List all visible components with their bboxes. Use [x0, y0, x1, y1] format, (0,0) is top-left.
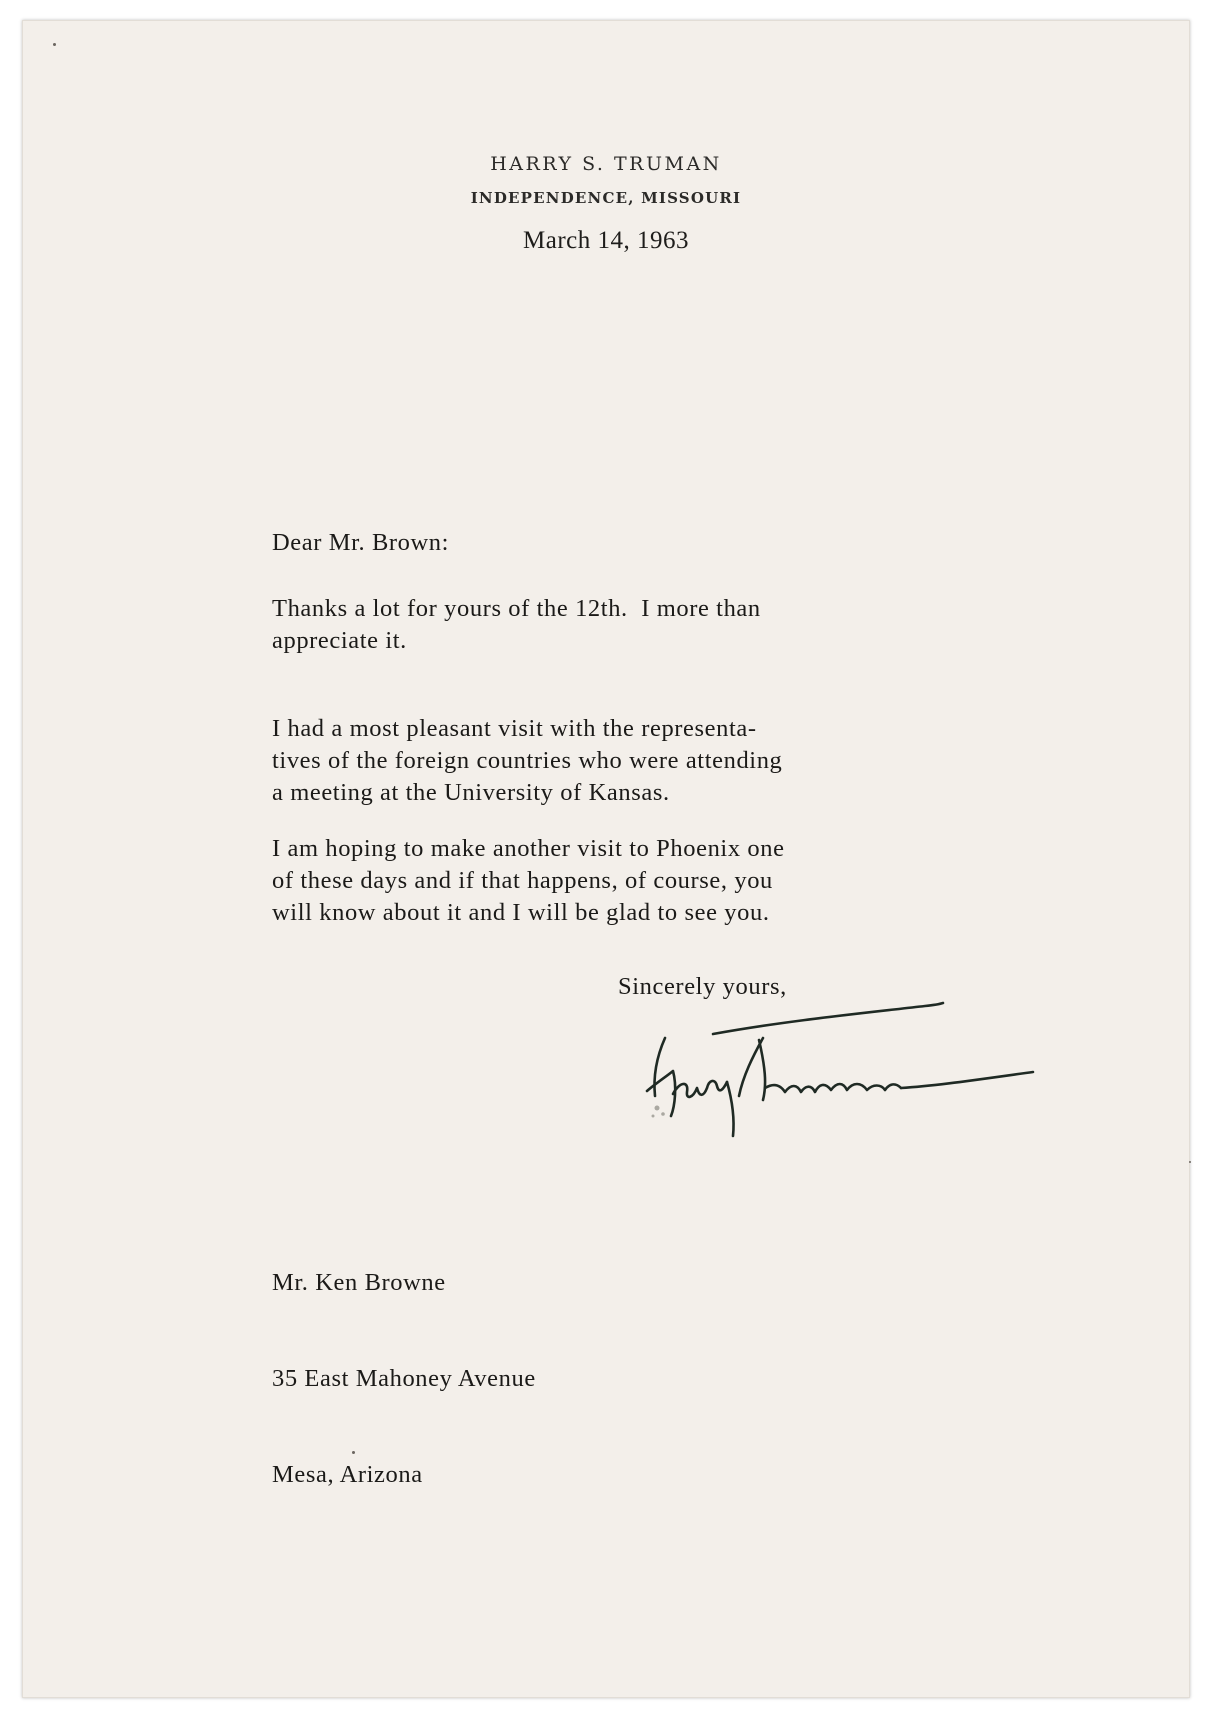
recipient-line-1: Mr. Ken Browne — [272, 1269, 446, 1296]
recipient-address — [272, 1203, 536, 1555]
paper-speck — [352, 1451, 355, 1454]
recipient-line-3: Mesa, Arizona — [272, 1461, 423, 1488]
letterhead-name: HARRY S. TRUMAN — [490, 153, 722, 175]
paragraph-3: I am hoping to make another visit to Phoenix one of these days and if that happens, of course, you will know about it and I will be glad to see you. — [272, 835, 785, 926]
letter-date: March 14, 1963 — [523, 227, 689, 254]
paper-speck — [53, 43, 56, 46]
recipient-line-2: 35 East Mahoney Avenue — [272, 1365, 536, 1392]
signature-image — [635, 976, 1075, 1156]
letterhead-place: INDEPENDENCE, MISSOURI — [470, 189, 742, 207]
salutation: Dear Mr. Brown: — [272, 529, 450, 556]
paragraph-1: Thanks a lot for yours of the 12th. I more than appreciate it. — [272, 595, 761, 654]
paper-speck — [1189, 1161, 1191, 1163]
letter-page — [22, 20, 1190, 1698]
closing: Sincerely yours, — [618, 973, 787, 1000]
paragraph-2: I had a most pleasant visit with the representa- tives of the foreign countries who were attending a meeting at the University of Kansas. — [272, 715, 783, 806]
